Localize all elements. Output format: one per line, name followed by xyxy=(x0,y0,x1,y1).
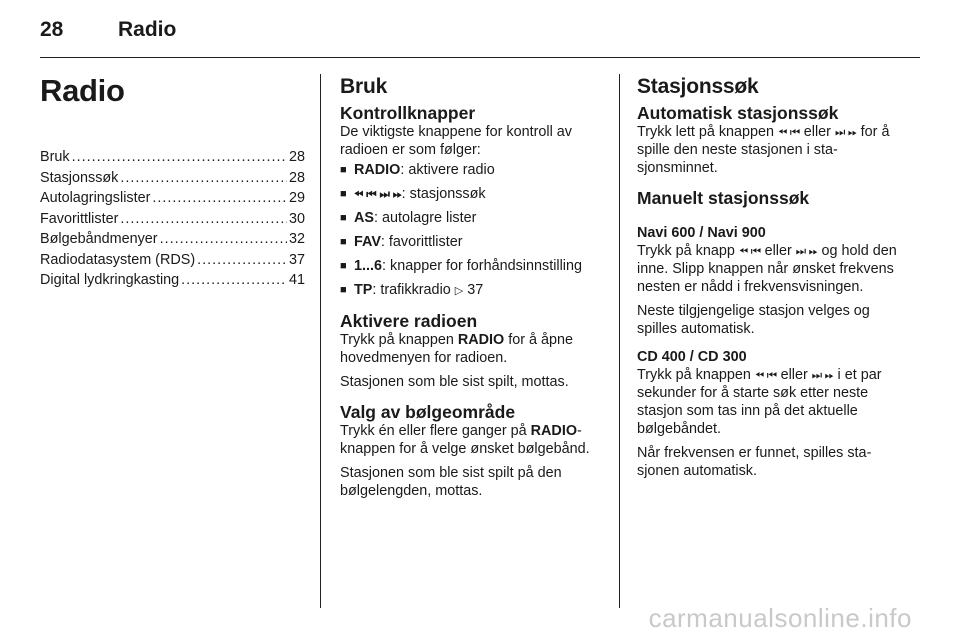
toc-entry[interactable] xyxy=(40,251,305,272)
manual-heading: Manuelt stasjonssøk xyxy=(637,188,810,208)
toc-entry-page: 37 xyxy=(288,251,305,268)
navi-paragraph-1: Trykk på knapp ⏪︎ ⏮︎ eller ⏭︎ ⏩︎ og hold den inne. Slipp knappen når ønsket frekvens nesten er nådd i frekvensvisningen. xyxy=(637,243,897,295)
kontroll-item xyxy=(340,233,602,251)
toc-entry[interactable] xyxy=(40,189,305,210)
button-key: TP xyxy=(354,282,373,298)
kontroll-item-text: : aktivere radio xyxy=(400,162,495,178)
toc-entry-title: Favorittlister xyxy=(40,210,119,227)
kontroll-item-text: : trafikkradio xyxy=(372,282,451,298)
kontroll-item-text: : favorittlister xyxy=(380,234,463,250)
kontroll-item xyxy=(340,209,602,227)
button-key: FAV xyxy=(354,234,381,250)
column-divider-2 xyxy=(619,74,620,608)
toc-list xyxy=(40,148,305,292)
page-ref-arrow-icon: ▷ xyxy=(454,284,464,297)
seek-back-icon: ⏪︎ ⏮︎ xyxy=(738,244,761,258)
kontroll-item-text: : knapper for forhåndsinnstilling xyxy=(382,258,583,274)
page-number: 28 xyxy=(40,18,64,41)
toc-entry[interactable] xyxy=(40,169,305,190)
toc-entry-page: 30 xyxy=(288,210,305,227)
kontroll-heading: Kontrollknapper xyxy=(340,103,476,123)
page-ref[interactable]: 37 xyxy=(467,282,484,298)
aktivere-paragraph-1: Trykk på knappen RADIO for å åpne hovedmenyen for radioen. xyxy=(340,332,574,366)
header-divider xyxy=(40,57,920,58)
toc-entry-title: Autolagringslister xyxy=(40,190,151,206)
toc-leader-dots xyxy=(152,189,287,207)
valg-heading: Valg av bølgeområde xyxy=(340,402,516,422)
kontroll-item-text: : autolagre lister xyxy=(374,210,477,226)
button-key: RADIO xyxy=(354,162,401,178)
radio-key: RADIO xyxy=(530,423,578,439)
bruk-heading: Bruk xyxy=(340,75,388,98)
section-title: Radio xyxy=(40,73,125,108)
toc-entry-page: 41 xyxy=(288,272,305,288)
kontroll-item xyxy=(340,281,602,300)
stasjonssok-column xyxy=(637,72,905,486)
aktivere-heading: Aktivere radioen xyxy=(340,311,478,331)
seek-back-icon: ⏪︎ ⏮︎ xyxy=(754,368,777,382)
cd-paragraph-2: Når frekvensen er funnet, spilles stasjonen automatisk. xyxy=(637,445,872,479)
bruk-column xyxy=(340,72,602,506)
kontroll-list xyxy=(340,161,602,300)
watermark: carmanualsonline.info xyxy=(648,603,912,633)
stasjonssok-heading: Stasjonssøk xyxy=(637,75,759,98)
valg-paragraph-2: Stasjonen som ble sist spilt på den bølgelengden, mottas. xyxy=(340,465,562,499)
column-divider-1 xyxy=(320,74,321,608)
toc-leader-dots xyxy=(197,251,287,269)
valg-paragraph-1: Trykk én eller flere ganger på RADIO-knappen for å velge ønsket bølgebånd. xyxy=(340,423,590,457)
seek-back-icon: ⏪︎ ⏮︎ xyxy=(778,125,800,139)
cd-paragraph-1: Trykk på knappen ⏪︎ ⏮︎ eller ⏭︎ ⏩︎ i et par sekunder for å starte søk etter neste stasjon som tas inn på det aktuelle bølgebåndet. xyxy=(637,367,882,437)
seek-forward-icon: ⏭︎ ⏩︎ xyxy=(811,368,834,382)
navi-heading: Navi 600 / Navi 900 xyxy=(637,225,766,241)
kontroll-item-text: : stasjonssøk xyxy=(401,186,486,202)
toc-entry[interactable] xyxy=(40,271,305,292)
kontroll-item xyxy=(340,161,602,179)
toc-entry-title: Bølgebåndmenyer xyxy=(40,231,158,247)
toc-leader-dots xyxy=(160,230,287,248)
toc-entry[interactable] xyxy=(40,148,305,169)
kontroll-item xyxy=(340,185,602,203)
toc-leader-dots xyxy=(72,148,287,166)
navi-paragraph-2: Neste tilgjengelige stasjon velges og spilles automatisk. xyxy=(637,303,870,337)
toc-entry[interactable] xyxy=(40,230,305,251)
toc-entry-page: 28 xyxy=(288,149,305,165)
seek-controls-icon: ⏪︎ ⏮︎ ⏭︎ ⏩︎ xyxy=(354,187,402,201)
kontroll-item xyxy=(340,257,602,275)
toc-entry-title: Radiodatasystem (RDS) xyxy=(40,251,196,268)
seek-forward-icon: ⏭︎ ⏩︎ xyxy=(834,125,857,139)
auto-heading: Automatisk stasjonssøk xyxy=(637,103,839,123)
toc-leader-dots xyxy=(181,271,287,289)
kontroll-intro: De viktigste knappene for kontroll av radioen er som følger: xyxy=(340,124,572,158)
page-header xyxy=(40,18,920,48)
toc-entry-page: 29 xyxy=(288,190,305,206)
seek-forward-icon: ⏭︎ ⏩︎ xyxy=(795,244,818,258)
toc-entry-title: Bruk xyxy=(40,149,70,165)
toc-leader-dots xyxy=(120,169,287,187)
auto-paragraph: Trykk lett på knappen ⏪︎ ⏮︎ eller ⏭︎ ⏩︎ for å spille den neste stasjonen i stasjonsminnet. xyxy=(637,124,890,176)
toc-leader-dots xyxy=(120,210,287,228)
chapter-title: Radio xyxy=(118,18,177,41)
aktivere-paragraph-2: Stasjonen som ble sist spilt, mottas. xyxy=(340,374,569,390)
button-key: AS xyxy=(354,210,374,226)
toc-entry-page: 28 xyxy=(288,169,305,186)
toc-entry-title: Stasjonssøk xyxy=(40,169,119,186)
toc-entry[interactable] xyxy=(40,210,305,231)
cd-heading: CD 400 / CD 300 xyxy=(637,349,747,365)
toc-column xyxy=(40,72,305,292)
radio-key: RADIO xyxy=(457,332,505,348)
toc-entry-page: 32 xyxy=(288,231,305,247)
button-key: 1...6 xyxy=(354,258,383,274)
toc-entry-title: Digital lydkringkasting xyxy=(40,272,180,288)
